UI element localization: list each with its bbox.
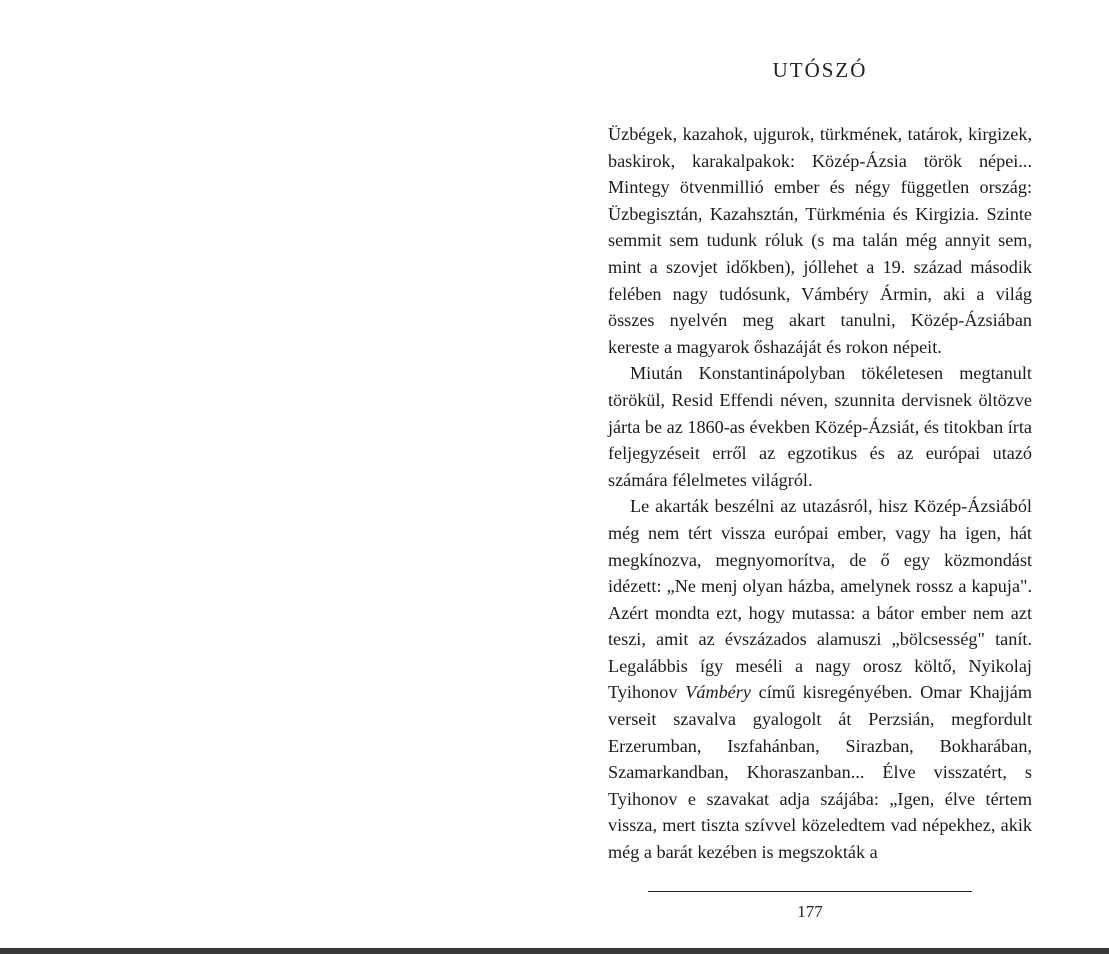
footer-rule [648, 891, 972, 892]
paragraph-3 [608, 493, 1032, 865]
page-number: 177 [797, 902, 823, 921]
paragraph-3-text-a: Le akarták beszélni az utazásról, hisz Közép-Ázsiából még nem tért vissza európai ember, vagy ha igen, hát megkínozva, megnyomorítva, de ő egy közmondást idézett: „Ne menj olyan házba, amelynek rossz a kapuja". Azért mondta ezt, hogy mutassa: a bátor ember nem azt teszi, amit az évszázados alamuszi „bölcsesség" tanít. Legalábbis így meséli a nagy orosz költő, Nyikolaj Tyihonov [608, 496, 1032, 703]
body-text [608, 121, 1032, 866]
paragraph-1: Üzbégek, kazahok, ujgurok, türkmének, tatárok, kirgizek, baskirok, karakalpakok: Közép-Ázsia török népei... Mintegy ötvenmillió ember és négy független ország: Üzbegisztán, Kazahsztán, Türkménia és Kirgizia. Szinte semmit sem tudunk róluk (s ma talán még annyit sem, mint a szovjet időkben), jóllehet a 19. század második felében nagy tudósunk, Vámbéry Ármin, aki a világ összes nyelvén meg akart tanulni, Közép-Ázsiában kereste a magyarok őshazáját és rokon népeit. [608, 124, 1032, 357]
chapter-title: UTÓSZÓ [772, 58, 868, 82]
book-title-italic: Vámbéry [685, 682, 751, 703]
scan-bottom-edge [0, 948, 1109, 954]
paragraph-2: Miután Konstantinápolyban tökéletesen megtanult törökül, Resid Effendi néven, szunnita dervisnek öltözve járta be az 1860-as években Közép-Ázsiát, és titokban írta feljegyzéseit erről az egzotikus és az európai utazó számára félelmetes világról. [608, 363, 1032, 490]
paragraph-3-text-b: című kisregényében. Omar Khajjám verseit szavalva gyalogolt át Perzsián, megfordult Erzerumban, Iszfahánban, Sirazban, Bokharában, Szamarkandban, Khoraszanban... Élve visszatért, s Tyihonov e szavakat adja szájába: „Igen, élve tértem vissza, mert tiszta szívvel közeledtem vad népekhez, akik még a barát kezében is megszokták a [608, 682, 1032, 863]
